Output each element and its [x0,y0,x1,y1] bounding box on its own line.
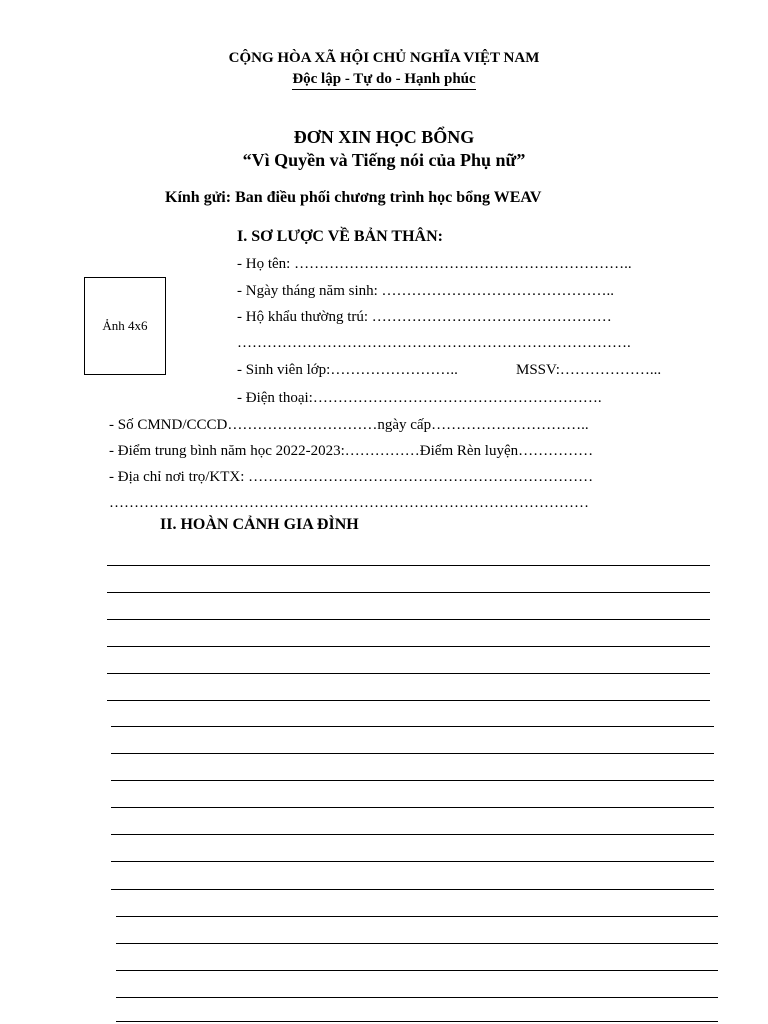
section-family-heading: II. HOÀN CẢNH GIA ĐÌNH [160,516,359,533]
field-class[interactable]: - Sinh viên lớp:…………………….. [237,362,458,378]
writing-line[interactable] [111,861,714,862]
writing-line[interactable] [116,997,718,998]
nation-header: CỘNG HÒA XÃ HỘI CHỦ NGHĨA VIỆT NAM [228,50,540,66]
writing-line[interactable] [116,916,718,917]
writing-line[interactable] [107,565,710,566]
field-id-card[interactable]: - Số CMND/CCCD…………………………ngày cấp………………………….. [109,417,589,433]
writing-line[interactable] [116,943,718,944]
field-residence[interactable]: - Hộ khẩu thường trú: ………………………………………… [237,309,612,325]
form-title: ĐƠN XIN HỌC BỔNG [293,127,475,147]
writing-line[interactable] [111,780,714,781]
field-residence-cont[interactable]: ……………………………………………………………………. [237,335,631,351]
writing-line[interactable] [107,619,710,620]
writing-line[interactable] [107,700,710,701]
writing-line[interactable] [111,834,714,835]
photo-label: Ảnh 4x6 [102,318,148,333]
writing-line[interactable] [111,807,714,808]
recipient-line: Kính gửi: Ban điều phối chương trình học bổng WEAV [165,189,542,206]
motto-text: Độc lập - Tự do - Hạnh phúc [292,71,475,90]
field-name[interactable]: - Họ tên: ………………………………………………………….. [237,256,632,272]
writing-line[interactable] [107,646,710,647]
section-personal-heading: I. SƠ LƯỢC VỀ BẢN THÂN: [237,228,443,245]
field-student-id[interactable]: MSSV:………………... [516,362,662,378]
form-subtitle: “Vì Quyền và Tiếng nói của Phụ nữ” [242,150,526,170]
field-dob[interactable]: - Ngày tháng năm sinh: ……………………………………….. [237,283,615,299]
motto [0,71,768,88]
writing-line[interactable] [116,970,718,971]
writing-line[interactable] [111,753,714,754]
field-address-cont[interactable]: …………………………………………………………………………………… [109,495,589,511]
writing-line[interactable] [107,592,710,593]
writing-line[interactable] [111,726,714,727]
photo-placeholder [84,277,166,375]
field-gpa[interactable]: - Điểm trung bình năm học 2022-2023:……………Điểm Rèn luyện…………… [109,443,594,459]
field-phone[interactable]: - Điện thoại:…………………………………………………. [237,390,602,406]
field-address[interactable]: - Địa chỉ nơi trọ/KTX: …………………………………………………………… [109,469,594,485]
writing-line[interactable] [111,889,714,890]
writing-line[interactable] [116,1021,718,1022]
writing-line[interactable] [107,673,710,674]
